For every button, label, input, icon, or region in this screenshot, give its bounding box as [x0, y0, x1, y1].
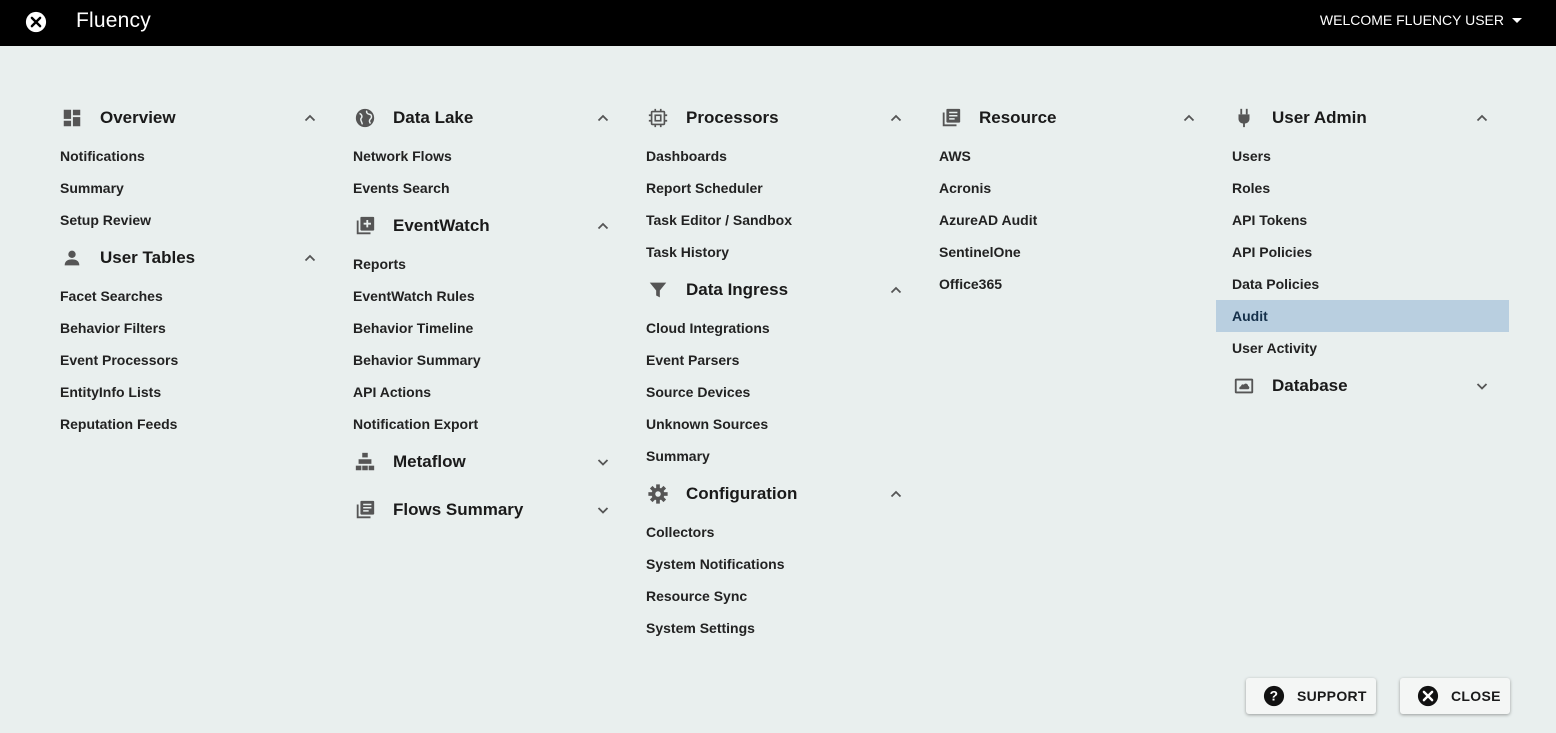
section-title: Resource [979, 108, 1057, 127]
menu-item-user-activity[interactable]: User Activity [1232, 340, 1318, 356]
library-add-icon [353, 214, 377, 238]
section-title: Database [1272, 376, 1348, 395]
menu-item-eventwatch-rules[interactable]: EventWatch Rules [353, 288, 475, 304]
menu-item-source-devices[interactable]: Source Devices [646, 384, 751, 400]
section-title: User Tables [100, 248, 196, 267]
section-user-tables[interactable] [44, 240, 337, 276]
chevron-up-icon[interactable] [303, 251, 317, 265]
menu-item-notifications[interactable]: Notifications [60, 148, 145, 164]
plug-icon [1232, 106, 1256, 130]
section-title: Data Ingress [686, 280, 789, 299]
menu-item-api-policies[interactable]: API Policies [1232, 244, 1313, 260]
dashboard-icon [60, 106, 84, 130]
menu-item-resource-sync[interactable]: Resource Sync [646, 588, 748, 604]
menu-item-aws[interactable]: AWS [939, 148, 971, 164]
user-menu-label: WELCOME FLUENCY USER [1319, 12, 1504, 28]
menu-item-api-tokens[interactable]: API Tokens [1232, 212, 1308, 228]
support-button[interactable] [1246, 678, 1376, 714]
section-data-lake[interactable] [337, 100, 630, 136]
chevron-up-icon[interactable] [1182, 111, 1196, 125]
chevron-up-icon[interactable] [596, 111, 610, 125]
person-icon [60, 246, 84, 270]
menu-item-event-processors[interactable]: Event Processors [60, 352, 179, 368]
section-user-admin[interactable] [1216, 100, 1509, 136]
top-bar [0, 0, 1556, 46]
menu-item-sentinelone[interactable]: SentinelOne [939, 244, 1021, 260]
menu-item-setup-review[interactable]: Setup Review [60, 212, 152, 228]
section-overview[interactable] [44, 100, 337, 136]
chevron-up-icon[interactable] [889, 283, 903, 297]
menu-item-office365[interactable]: Office365 [939, 276, 1003, 292]
library-books-icon [353, 498, 377, 522]
cloud-storage-icon [1232, 374, 1256, 398]
menu-column-4 [923, 100, 1216, 304]
section-configuration[interactable] [630, 476, 923, 512]
menu-item-roles[interactable]: Roles [1232, 180, 1271, 196]
menu-item-azuread-audit[interactable]: AzureAD Audit [939, 212, 1038, 228]
section-title: Flows Summary [393, 500, 524, 519]
section-title: Metaflow [393, 452, 466, 471]
chevron-down-icon[interactable] [1475, 379, 1489, 393]
section-title: Configuration [686, 484, 798, 503]
user-menu[interactable] [1320, 12, 1524, 28]
section-processors[interactable] [630, 100, 923, 136]
chevron-down-icon[interactable] [596, 503, 610, 517]
menu-item-system-notifications[interactable]: System Notifications [646, 556, 785, 572]
menu-item-cloud-integrations[interactable]: Cloud Integrations [646, 320, 770, 336]
menu-column-5 [1216, 100, 1509, 404]
menu-item-events-search[interactable]: Events Search [353, 180, 450, 196]
menu-item-facet-searches[interactable]: Facet Searches [60, 288, 163, 304]
menu-column-1 [44, 100, 337, 444]
app-title: Fluency [76, 9, 151, 32]
close-button-label: CLOSE [1451, 688, 1501, 704]
section-title: Overview [100, 108, 176, 127]
section-data-ingress[interactable] [630, 272, 923, 308]
section-metaflow[interactable] [337, 444, 630, 480]
svg-text:?: ? [1269, 688, 1279, 704]
menu-item-data-policies[interactable]: Data Policies [1232, 276, 1320, 292]
section-title: EventWatch [393, 216, 490, 235]
menu-item-acronis[interactable]: Acronis [939, 180, 992, 196]
menu-item-event-parsers[interactable]: Event Parsers [646, 352, 740, 368]
help-circle-icon [1263, 685, 1285, 707]
section-flows-summary[interactable] [337, 492, 630, 528]
section-title: Processors [686, 108, 779, 127]
hierarchy-icon [353, 450, 377, 474]
chevron-up-icon[interactable] [889, 487, 903, 501]
close-circle-icon [1417, 685, 1439, 707]
gear-icon [646, 482, 670, 506]
close-button[interactable] [1400, 678, 1510, 714]
section-title: Data Lake [393, 108, 474, 127]
chevron-up-icon[interactable] [889, 111, 903, 125]
menu-item-behavior-timeline[interactable]: Behavior Timeline [353, 320, 474, 336]
menu-item-reputation-feeds[interactable]: Reputation Feeds [60, 416, 178, 432]
chevron-down-icon[interactable] [596, 455, 610, 469]
menu-column-3 [630, 100, 923, 648]
menu-item-task-history[interactable]: Task History [646, 244, 729, 260]
menu-item-collectors[interactable]: Collectors [646, 524, 715, 540]
chip-icon [646, 106, 670, 130]
library-books-icon [939, 106, 963, 130]
menu-item-dashboards[interactable]: Dashboards [646, 148, 727, 164]
menu-column-2 [337, 100, 630, 528]
section-eventwatch[interactable] [337, 208, 630, 244]
filter-icon [646, 278, 670, 302]
menu-item-behavior-filters[interactable]: Behavior Filters [60, 320, 166, 336]
section-resource[interactable] [923, 100, 1216, 136]
menu-item-users[interactable]: Users [1232, 148, 1271, 164]
menu-item-behavior-summary[interactable]: Behavior Summary [353, 352, 481, 368]
globe-icon [353, 106, 377, 130]
menu-item-network-flows[interactable]: Network Flows [353, 148, 452, 164]
menu-item-entityinfo-lists[interactable]: EntityInfo Lists [60, 384, 162, 400]
menu-item-audit[interactable]: Audit [1216, 300, 1509, 332]
menu-item-report-scheduler[interactable]: Report Scheduler [646, 180, 763, 196]
menu-item-task-editor-sandbox[interactable]: Task Editor / Sandbox [646, 212, 792, 228]
caret-down-icon [1510, 13, 1524, 27]
section-database[interactable] [1216, 368, 1509, 404]
chevron-up-icon[interactable] [303, 111, 317, 125]
menu-item-summary[interactable]: Summary [60, 180, 124, 196]
menu-item-notification-export[interactable]: Notification Export [353, 416, 479, 432]
menu-item-unknown-sources[interactable]: Unknown Sources [646, 416, 769, 432]
menu-item-system-settings[interactable]: System Settings [646, 620, 755, 636]
menu-item-reports[interactable]: Reports [353, 256, 406, 272]
menu-item-api-actions[interactable]: API Actions [353, 384, 432, 400]
chevron-up-icon[interactable] [1475, 111, 1489, 125]
chevron-up-icon[interactable] [596, 219, 610, 233]
support-button-label: SUPPORT [1297, 688, 1367, 704]
close-circle-icon[interactable] [25, 11, 47, 33]
section-title: User Admin [1272, 108, 1367, 127]
menu-item-summary[interactable]: Summary [646, 448, 710, 464]
